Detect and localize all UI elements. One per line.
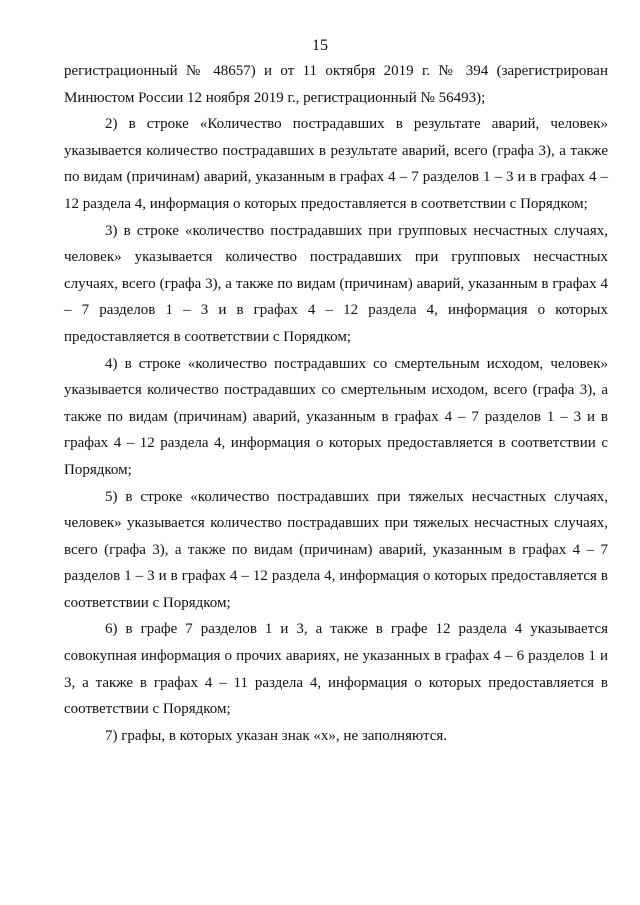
page-number: 15 xyxy=(312,37,328,54)
paragraph-item-2: 2) в строке «Количество пострадавших в результате аварий, человек» указывается количество пострадавших в результате аварий, всего (графа 3), а также по видам (причинам) аварий, указанным в графах 4 – 7 разделов 1 – 3 и в графах 4 – 12 раздела 4, информация о которых предоставляется в соответствии с Порядком; xyxy=(64,116,608,212)
paragraph-item-5: 5) в строке «количество пострадавших при тяжелых несчастных случаях, человек» указывается количество пострадавших при тяжелых несчастных случаях, всего (графа 3), а также по видам (причинам) аварий, указанным в графах 4 – 7 разделов 1 – 3 и в графах 4 – 12 раздела 4, информация о которых предоставляется в соответствии с Порядком; xyxy=(64,488,608,611)
paragraph-item-4: 4) в строке «количество пострадавших со смертельным исходом, человек» указывается количество пострадавших со смертельным исходом, всего (графа 3), а также по видам (причинам) аварий, указанным в графах 4 – 7 разделов 1 – 3 и в графах 4 – 12 раздела 4, информация о которых предоставляется в соответствии с Порядком; xyxy=(64,355,608,478)
paragraph-item-6: 6) в графе 7 разделов 1 и 3, а также в графе 12 раздела 4 указывается совокупная информация о прочих авариях, не указанных в графах 4 – 6 разделов 1 и 3, а также в графах 4 – 11 раздела 4, информация о которых предоставляется в соответствии с Порядком; xyxy=(64,621,608,718)
paragraph-item-3: 3) в строке «количество пострадавших при групповых несчастных случаях, человек» указывается количество пострадавших при групповых несчастных случаях, всего (графа 3), а также по видам (причинам) аварий, указанным в графах 4 – 7 разделов 1 – 3 и в графах 4 – 12 раздела 4, информация о которых предоставляется в соответствии с Порядком; xyxy=(64,222,608,345)
paragraph-item-7: 7) графы, в которых указан знак «х», не заполняются. xyxy=(105,727,448,744)
paragraph-continuation: регистрационный № 48657) и от 11 октября 2019 г. № 394 (зарегистрирован Минюстом России 12 ноября 2019 г., регистрационный № 56493); xyxy=(64,63,608,106)
document-body xyxy=(64,58,608,749)
